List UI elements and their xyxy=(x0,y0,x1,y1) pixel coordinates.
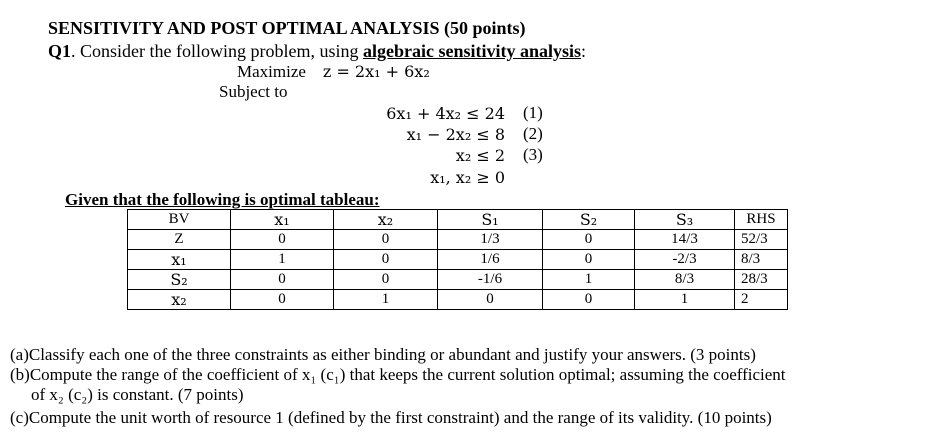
header-rhs: RHS xyxy=(735,210,788,230)
q1-text: . Consider the following problem, using xyxy=(71,41,363,61)
cell: 52/3 xyxy=(735,230,788,250)
constraint-3-number: (3) xyxy=(523,145,543,164)
constraint-2-number: (2) xyxy=(523,124,543,143)
cell: 1 xyxy=(231,250,334,270)
cell: 0 xyxy=(543,250,635,270)
cell: 14/3 xyxy=(635,230,735,250)
cell: -2/3 xyxy=(635,250,735,270)
cell: -1/6 xyxy=(438,270,543,290)
constraint-1: 6x₁ + 4x₂ ≤ 24 xyxy=(386,104,505,123)
cell: 1/3 xyxy=(438,230,543,250)
question-c: (c)Compute the unit worth of resource 1 (defined by the first constraint) and the range of its validity. (10 points) xyxy=(10,408,772,427)
cell: 0 xyxy=(334,230,438,250)
cell: 1 xyxy=(543,270,635,290)
non-negativity-constraint: x₁, x₂ ≥ 0 xyxy=(430,168,505,187)
cell: 0 xyxy=(543,230,635,250)
header-s2: S₂ xyxy=(543,210,635,230)
tableau-row-x2 xyxy=(128,290,788,310)
cell: 0 xyxy=(231,230,334,250)
tableau-caption: Given that the following is optimal tableau: xyxy=(65,190,380,209)
tableau-header-row xyxy=(128,210,788,230)
header-s3: S₃ xyxy=(635,210,735,230)
header-s1: S₁ xyxy=(438,210,543,230)
optimal-tableau xyxy=(127,209,788,310)
question-a: (a)Classify each one of the three constraints as either binding or abundant and justify your answers. (3 points) xyxy=(10,345,756,364)
header-x2: x₂ xyxy=(334,210,438,230)
tableau-row-z xyxy=(128,230,788,250)
cell: 1/6 xyxy=(438,250,543,270)
cell: 0 xyxy=(334,270,438,290)
constraint-1-number: (1) xyxy=(523,103,543,122)
cell: 28/3 xyxy=(735,270,788,290)
tableau-row-x1 xyxy=(128,250,788,270)
cell: S₂ xyxy=(128,270,231,290)
q1-label: Q1 xyxy=(48,41,72,61)
q1-end: : xyxy=(581,41,587,61)
cell: 2 xyxy=(735,290,788,310)
cell: 0 xyxy=(231,290,334,310)
objective-function: z = 2x₁ + 6x₂ xyxy=(322,62,430,81)
question-b: (b)Compute the range of the coefficient of x₁ (c₁) that keeps the current solution optimal; assuming the coefficient xyxy=(10,365,786,384)
tableau-row-s2 xyxy=(128,270,788,290)
cell: 1 xyxy=(334,290,438,310)
cell: x₂ xyxy=(128,290,231,310)
objective-row xyxy=(237,62,430,82)
cell: 0 xyxy=(438,290,543,310)
maximize-label: Maximize xyxy=(237,62,306,81)
cell: 1 xyxy=(635,290,735,310)
question-b-continued: of x₂ (c₂) is constant. (7 points) xyxy=(31,385,244,404)
cell: Z xyxy=(128,230,231,250)
question-1-intro xyxy=(48,41,586,62)
header-bv: BV xyxy=(128,210,231,230)
cell: x₁ xyxy=(128,250,231,270)
cell: 0 xyxy=(231,270,334,290)
cell: 8/3 xyxy=(735,250,788,270)
constraint-3: x₂ ≤ 2 xyxy=(455,146,505,165)
page-title: SENSITIVITY AND POST OPTIMAL ANALYSIS (50 points) xyxy=(48,18,526,38)
subject-to-label: Subject to xyxy=(219,82,288,101)
cell: 8/3 xyxy=(635,270,735,290)
q1-emphasis: algebraic sensitivity analysis xyxy=(363,41,582,61)
cell: 0 xyxy=(334,250,438,270)
header-x1: x₁ xyxy=(231,210,334,230)
cell: 0 xyxy=(543,290,635,310)
constraint-2: x₁ − 2x₂ ≤ 8 xyxy=(406,125,505,144)
